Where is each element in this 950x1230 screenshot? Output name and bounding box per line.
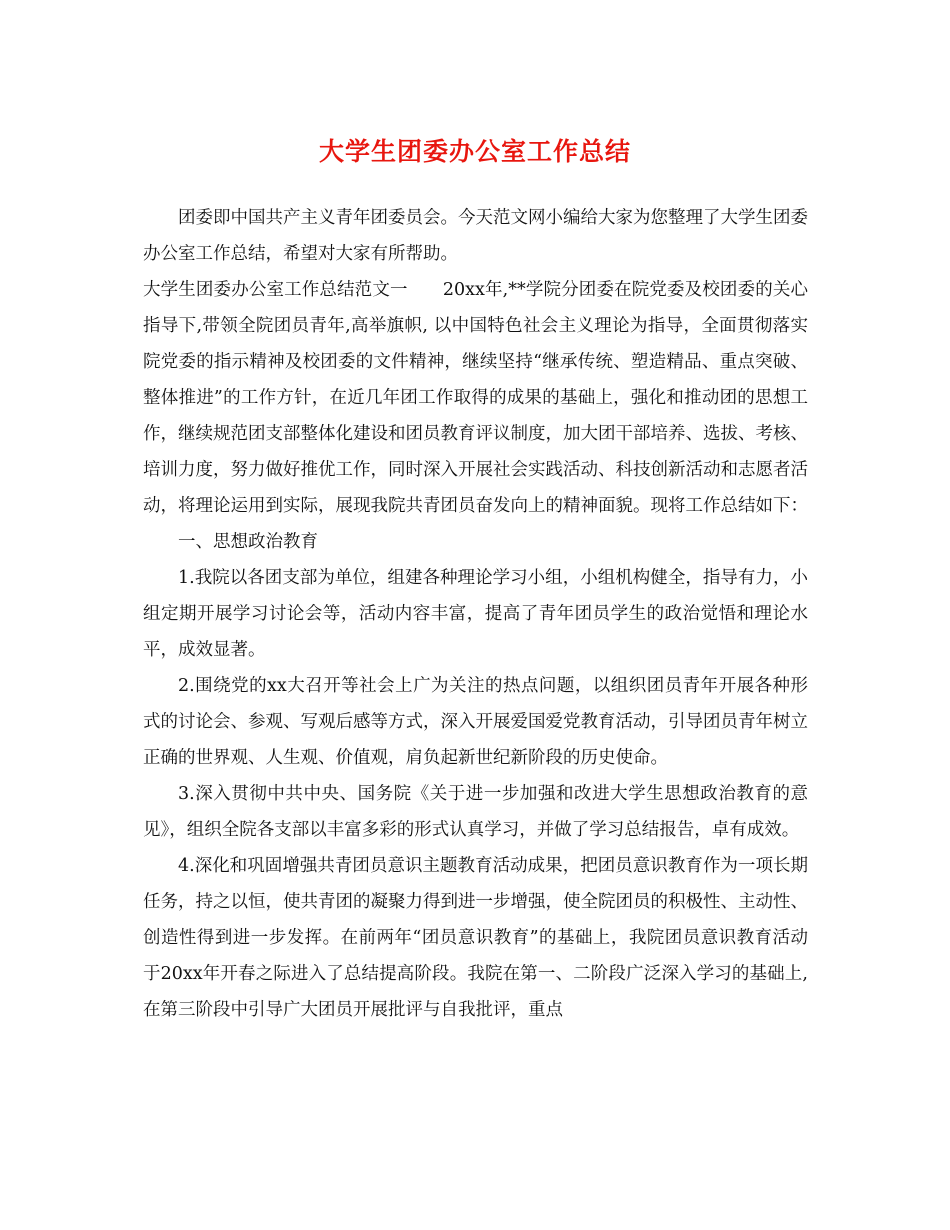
section-heading: 一、思想政治教育 bbox=[178, 532, 318, 552]
document-body bbox=[143, 200, 808, 1028]
summary-paragraph: 大学生团委办公室工作总结范文一 20xx年,**学院分团委在院党委及校团委的关心指导下,带领全院团员青年,高举旗帜, 以中国特色社会主义理论为指导，全面贯彻落实院党委的指示精神及校团委的文件精神，继续坚持“继承传统、塑造精品、重点突破、整体推进”的工作方针，在近几年团工作取得的成果的基础上，强化和推动团的思想工作，继续规范团支部整体化建设和团员教育评议制度，加大团干部培养、选拔、考核、培训力度，努力做好推优工作，同时深入开展社会实践活动、科技创新活动和志愿者活动，将理论运用到实际，展现我院共青团员奋发向上的精神面貌。现将工作总结如下： bbox=[143, 280, 808, 516]
item-paragraph-3: 3.深入贯彻中共中央、国务院《关于进一步加强和改进大学生思想政治教育的意见》，组织全院各支部以丰富多彩的形式认真学习，并做了学习总结报告，卓有成效。 bbox=[143, 784, 808, 840]
intro-paragraph: 团委即中国共产主义青年团委员会。今天范文网小编给大家为您整理了大学生团委办公室工作总结，希望对大家有所帮助。 bbox=[143, 208, 808, 264]
item-paragraph-2: 2.围绕党的xx大召开等社会上广为关注的热点问题，以组织团员青年开展各种形式的讨论会、参观、写观后感等方式，深入开展爱国爱党教育活动，引导团员青年树立正确的世界观、人生观、价值观，肩负起新世纪新阶段的历史使命。 bbox=[143, 676, 808, 768]
item-paragraph-1: 1.我院以各团支部为单位，组建各种理论学习小组，小组机构健全，指导有力，小组定期开展学习讨论会等，活动内容丰富，提高了青年团员学生的政治觉悟和理论水平，成效显著。 bbox=[143, 568, 808, 660]
item-paragraph-4: 4.深化和巩固增强共青团员意识主题教育活动成果，把团员意识教育作为一项长期任务，持之以恒，使共青团的凝聚力得到进一步增强，使全院团员的积极性、主动性、创造性得到进一步发挥。在前两年“团员意识教育”的基础上，我院团员意识教育活动于20xx年开春之际进入了总结提高阶段。我院在第一、二阶段广泛深入学习的基础上,在第三阶段中引导广大团员开展批评与自我批评，重点 bbox=[143, 856, 808, 1020]
document-title: 大学生团委办公室工作总结 bbox=[318, 137, 631, 166]
